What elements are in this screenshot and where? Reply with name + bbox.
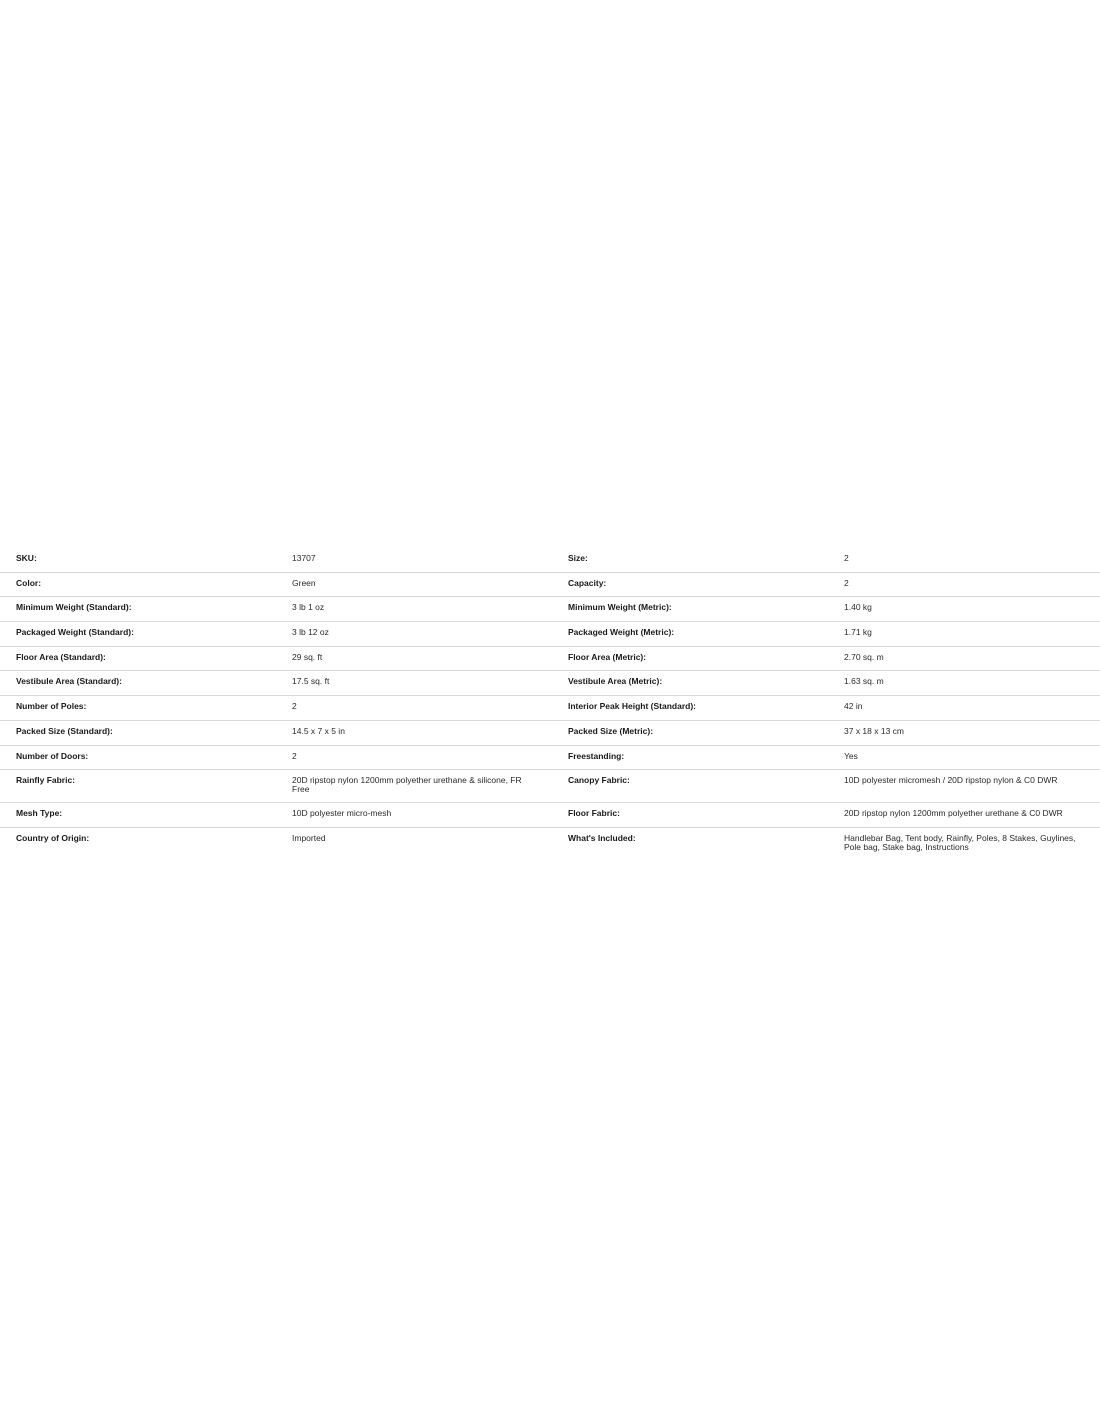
- spec-label: Vestibule Area (Metric):: [568, 676, 663, 687]
- spec-value: 2: [292, 750, 297, 761]
- spec-label: Freestanding:: [568, 750, 625, 761]
- spec-label: Packaged Weight (Standard):: [16, 627, 134, 638]
- spec-label: Country of Origin:: [16, 832, 90, 843]
- spec-value: 10D polyester micromesh / 20D ripstop nylon & C0 DWR: [844, 775, 1058, 786]
- table-row: [0, 671, 1100, 696]
- spec-value: 20D ripstop nylon 1200mm polyether urethane & silicone, FR Free: [292, 775, 522, 795]
- spec-label: Mesh Type:: [16, 808, 63, 819]
- spec-value: 14.5 x 7 x 5 in: [292, 725, 345, 736]
- spec-value: 20D ripstop nylon 1200mm polyether urethane & C0 DWR: [844, 808, 1063, 819]
- spec-value: 1.63 sq. m: [844, 676, 884, 687]
- spec-value: Imported: [292, 832, 326, 843]
- spec-label: SKU:: [16, 553, 37, 563]
- table-row: [0, 770, 1100, 803]
- spec-label: What's Included:: [568, 832, 636, 843]
- spec-value: 42 in: [844, 701, 863, 712]
- table-row: [0, 696, 1100, 721]
- spec-label: Rainfly Fabric:: [16, 775, 76, 786]
- spec-label: Minimum Weight (Metric):: [568, 602, 672, 613]
- spec-label: Canopy Fabric:: [568, 775, 630, 786]
- spec-label: Number of Doors:: [16, 750, 89, 761]
- spec-value: Green: [292, 577, 316, 588]
- spec-label: Color:: [16, 577, 42, 588]
- spec-value: 3 lb 1 oz: [292, 602, 325, 613]
- spec-value: 37 x 18 x 13 cm: [844, 725, 905, 736]
- table-row: [0, 828, 1100, 861]
- spec-label: Size:: [568, 553, 588, 563]
- spec-value: Handlebar Bag, Tent body, Rainfly, Poles, 8 Stakes, Guylines, Pole bag, Stake bag, Instructions: [844, 832, 1076, 852]
- spec-label: Floor Fabric:: [568, 808, 620, 819]
- table-row: [0, 803, 1100, 828]
- table-row: [0, 746, 1100, 771]
- spec-value: 3 lb 12 oz: [292, 627, 329, 638]
- table-row: [0, 622, 1100, 647]
- spec-value: 1.40 kg: [844, 602, 872, 613]
- spec-value: 2.70 sq. m: [844, 651, 884, 662]
- spec-label: Packaged Weight (Metric):: [568, 627, 675, 638]
- spec-label: Interior Peak Height (Standard):: [568, 701, 696, 712]
- spec-value: 2: [844, 577, 849, 588]
- spec-value: 29 sq. ft: [292, 651, 323, 662]
- spec-label: Floor Area (Standard):: [16, 651, 106, 662]
- spec-label: Packed Size (Metric):: [568, 725, 654, 736]
- spec-label: Minimum Weight (Standard):: [16, 602, 132, 613]
- spec-label: Packed Size (Standard):: [16, 725, 113, 736]
- spec-label: Capacity:: [568, 577, 607, 588]
- spec-value: 17.5 sq. ft: [292, 676, 330, 687]
- table-row: [0, 721, 1100, 746]
- spec-value: 13707: [292, 553, 316, 563]
- spec-value: 10D polyester micro-mesh: [292, 808, 392, 819]
- spec-label: Vestibule Area (Standard):: [16, 676, 122, 687]
- table-row: [0, 573, 1100, 598]
- spec-value: 1.71 kg: [844, 627, 872, 638]
- spec-label: Floor Area (Metric):: [568, 651, 647, 662]
- spec-value: 2: [292, 701, 297, 712]
- spec-label: Number of Poles:: [16, 701, 87, 712]
- specifications-table: [0, 548, 1100, 861]
- table-row: [0, 647, 1100, 672]
- table-row: [0, 548, 1100, 573]
- spec-value: 2: [844, 553, 849, 563]
- spec-value: Yes: [844, 750, 858, 761]
- table-row: [0, 597, 1100, 622]
